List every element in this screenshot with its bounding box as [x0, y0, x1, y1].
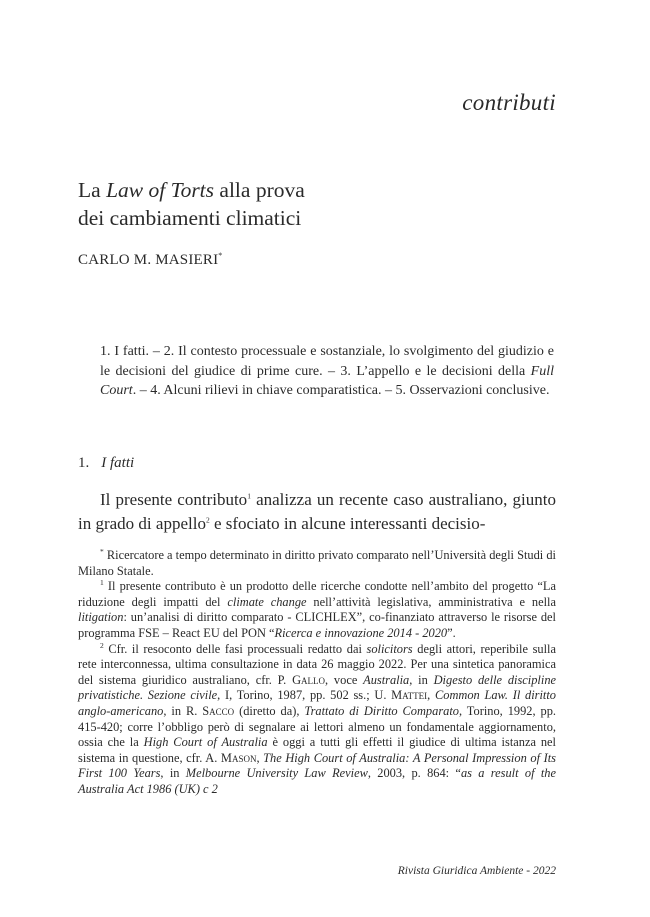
section-label: contributi — [462, 90, 556, 115]
body-text-a: Il presente contributo — [100, 490, 248, 509]
footnote-italic: litigation — [78, 610, 124, 625]
body-paragraph — [78, 488, 556, 536]
footnote-author: Gallo — [292, 672, 326, 687]
footnote-text: , in — [409, 672, 434, 687]
toc-italic: Full Court — [100, 363, 554, 398]
footnote-ref-1: 1 — [247, 491, 251, 501]
footnote-text: , in R. — [163, 703, 203, 718]
footnote-italic: Common Law. Il diritto anglo-americano — [78, 688, 556, 718]
footnote-author: Mason — [220, 750, 257, 765]
footnote-text: , in — [160, 766, 186, 781]
body-text-c: e sfociato in alcune interessanti decisio- — [209, 514, 486, 533]
footnote-2 — [78, 642, 556, 798]
footnote-italic: The High Court of Australia: A Personal Impression of Its First 100 Years — [78, 750, 556, 781]
footnote-text: , voce — [325, 672, 364, 687]
page-footer: Rivista Giuridica Ambiente - 2022 — [397, 865, 556, 877]
footnote-ref-2: 2 — [205, 515, 210, 525]
footnote-text: : un’analisi di diritto comparato - CLICHLEX”, co-finanziato attraverso le risorse del programma FSE – React EU del PON “ — [78, 610, 556, 640]
footnote-text: degli attori, reperibile sulla rete interconnessa, ultima consultazione in data 26 maggio 2022. Per una sintetica panoramica del sistema giuridico australiano, cfr. P. — [78, 641, 556, 687]
footnote-text: Cfr. il resoconto delle fasi processuali redatto dai — [103, 641, 367, 656]
footnote-marker: 1 — [100, 578, 104, 588]
title-text: La — [78, 178, 107, 202]
footnote-text: Ricercatore a tempo determinato in diritto privato comparato nell’Università degli Studi di Milano Statale. — [78, 548, 556, 578]
footnote-marker: 2 — [100, 640, 104, 650]
author-text: CARLO M. MASIERI — [78, 252, 219, 268]
footnote-text: ”. — [447, 625, 456, 640]
article-title — [78, 176, 498, 232]
footnote-italic: Melbourne University Law Review — [185, 766, 368, 781]
footnote-italic: Trattato di Diritto Comparato — [304, 703, 459, 718]
footnote-italic: Digesto delle discipline privatistiche. Sezione civile — [78, 672, 557, 703]
footnote-author: Mattei — [391, 688, 428, 703]
footnote-text: , — [256, 750, 264, 765]
footnote-text: è oggi a tutti gli effetti il giudice di ultima istanza nel sistema in questione, cfr. A. — [78, 735, 556, 765]
footnote-italic: solicitors — [366, 641, 413, 656]
title-text-post: alla prova — [214, 178, 305, 202]
footnote-italic: Australia — [363, 672, 410, 687]
footnote-text: , 2003, p. 864: “ — [367, 766, 461, 781]
footnote-italic: High Court of Australia — [143, 735, 268, 750]
footnote-star — [78, 548, 556, 579]
footnote-text: (diretto da), — [234, 703, 305, 718]
author-name — [78, 252, 223, 269]
footnote-text: , I, Torino, 1987, pp. 502 ss.; U. — [217, 688, 392, 703]
body-text-b: analizza un recente caso australiano, giunto in grado di appello — [78, 490, 556, 533]
section-title: I fatti — [101, 455, 135, 471]
footnotes — [78, 548, 556, 798]
toc-text-end: . – 4. Alcuni rilievi in chiave comparatistica. – 5. Osservazioni conclusive. — [132, 383, 550, 398]
section-heading — [78, 455, 134, 472]
footnote-text: Il presente contributo è un prodotto delle ricerche condotte nell’ambito del progetto “La riduzione degli impatti del — [78, 579, 556, 609]
footnote-italic: climate change — [227, 594, 307, 609]
footnote-author: Sacco — [202, 703, 235, 718]
footnote-marker: * — [100, 546, 104, 556]
author-footnote-marker: * — [218, 251, 223, 260]
footnote-text: , — [427, 688, 435, 703]
section-number: 1. — [78, 455, 90, 471]
footnote-italic: as a result of the Australia Act 1986 (UK) c 2 — [78, 766, 556, 796]
footnote-text: , Torino, 1992, pp. 415-420; corre l’obbligo però di segnalare ai lettori almeno un fondamentale aggiornamento, ossia che la — [78, 703, 557, 750]
toc-text: 1. I fatti. – 2. Il contesto processuale e sostanziale, lo svolgimento del giudizio e le decisioni del giudice di prime cure. – 3. L’appello e le decisioni della — [100, 344, 554, 379]
title-italic: Law of Torts — [106, 178, 215, 202]
title-line-2: dei cambiamenti climatici — [78, 206, 302, 230]
footnote-text: nell’attività legislativa, amministrativa e nella — [306, 594, 556, 609]
footnote-1 — [78, 579, 556, 641]
table-of-contents — [100, 342, 554, 401]
footnote-italic: Ricerca e innovazione 2014 - 2020 — [274, 625, 448, 640]
